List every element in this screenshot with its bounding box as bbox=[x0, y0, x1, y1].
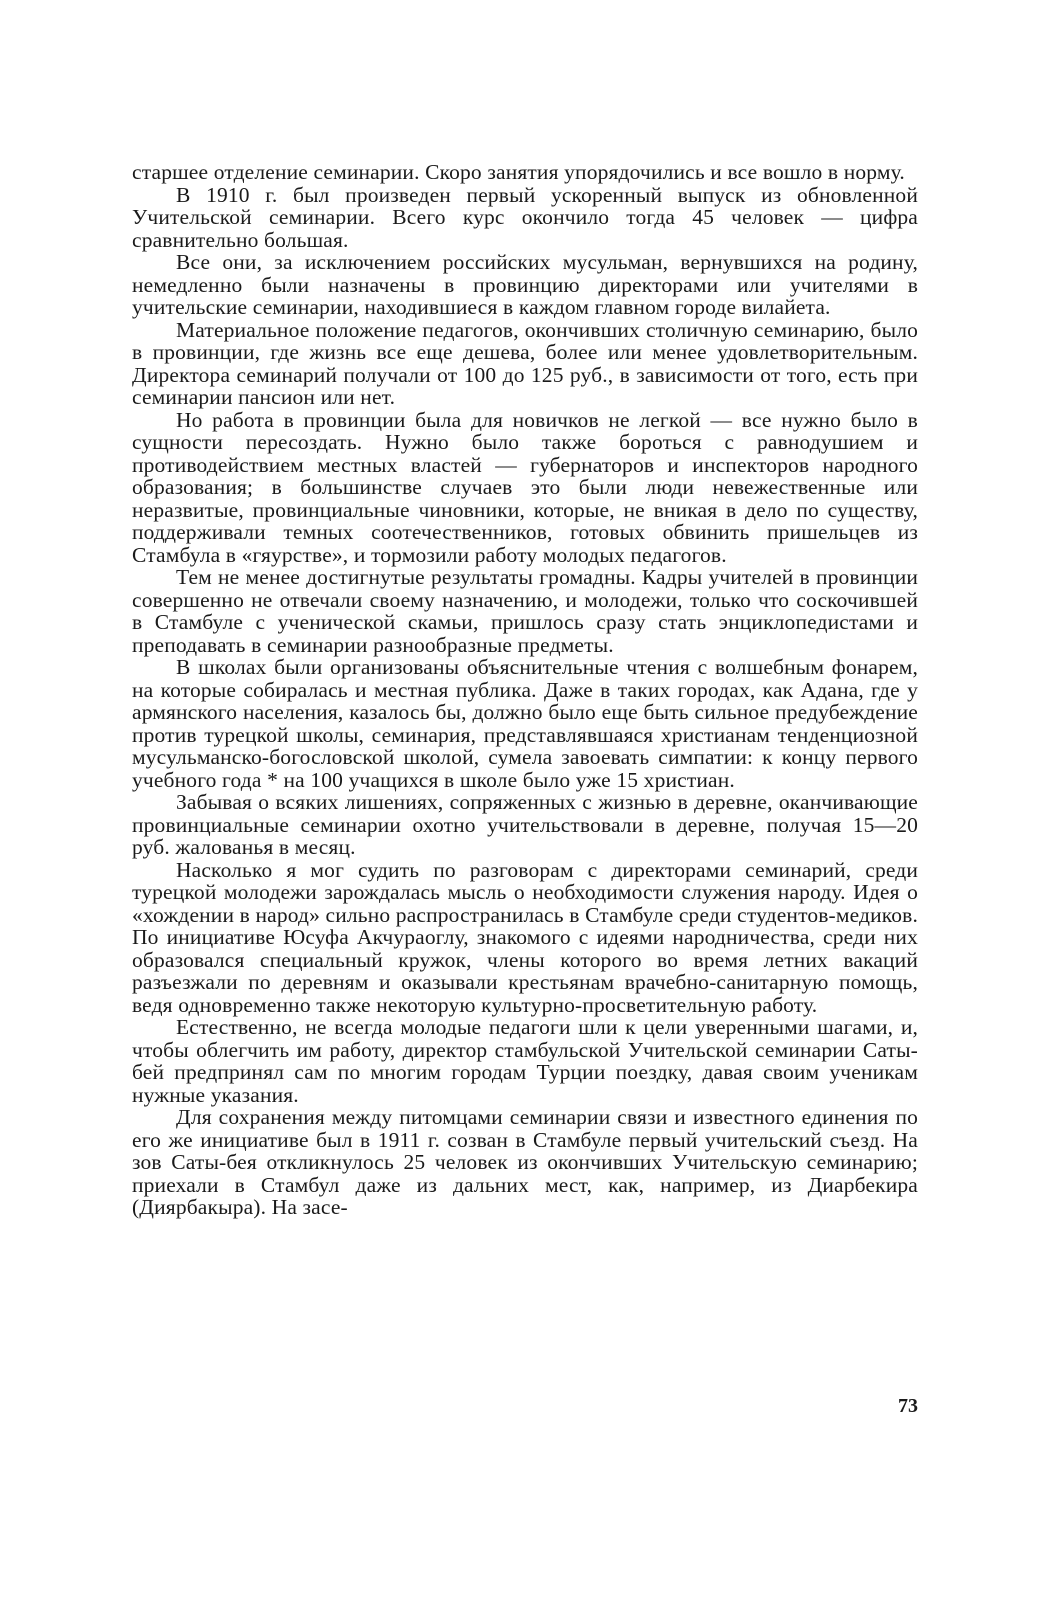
paragraph: старшее отделение семинарии. Скоро занятия упорядочились и все вошло в норму. bbox=[132, 160, 905, 184]
paragraph: Но работа в провинции была для новичков не легкой — все нужно было в сущности пересоздать. Нужно было также бороться с равнодушием и противодействием местных властей — губернаторов и инспекторов народного образования; в большинстве случаев это были люди невежественные или неразвитые, провинциальные чиновники, которые, не вникая в дело по существу, поддерживали темных соотечественников, готовых обвинить пришельцев из Стамбула в «гяурстве», и тормозили работу молодых педагогов. bbox=[132, 407, 918, 567]
paragraph: Естественно, не всегда молодые педагоги шли к цели уверенными шагами, и, чтобы облегчить им работу, директор стамбульской Учительской семинарии Саты-бей предпринял сам по многим городам Турции поездку, давая своим ученикам нужные указания. bbox=[132, 1015, 918, 1107]
paragraph: Тем не менее достигнутые результаты громадны. Кадры учителей в провинции совершенно не отвечали своему назначению, и молодежи, только что соскочившей в Стамбуле с ученической скамьи, пришлось сразу стать энциклопедистами и преподавать в семинарии разнообразные предметы. bbox=[132, 565, 918, 657]
page-text-block bbox=[132, 161, 918, 1219]
paragraph: Забывая о всяких лишениях, сопряженных с жизнью в деревне, оканчивающие провинциальные семинарии охотно учительствовали в деревне, получая 15—20 руб. жалованья в месяц. bbox=[132, 790, 918, 859]
paragraph: Материальное положение педагогов, окончивших столичную семинарию, было в провинции, где жизнь все еще дешева, более или менее удовлетворительным. Директора семинарий получали от 100 до 125 руб., в зависимости от того, есть при семинарии пансион или нет. bbox=[132, 317, 918, 409]
paragraph: В 1910 г. был произведен первый ускоренный выпуск из обновленной Учительской семинарии. Всего курс окончило тогда 45 человек — цифра сравнительно большая. bbox=[132, 182, 918, 252]
paragraph: Все они, за исключением российских мусульман, вернувшихся на родину, немедленно были назначены в провинцию директорами или учителями в учительские семинарии, находившиеся в каждом главном городе вилайета. bbox=[132, 250, 918, 319]
paragraph: Для сохранения между питомцами семинарии связи и известного единения по его же инициативе был в 1911 г. созван в Стамбуле первый учительский съезд. На зов Саты-бея откликнулось 25 человек из окончивших Учительскую семинарию; приехали в Стамбул даже из дальних мест, как, например, из Диарбекира (Диярбакыра). На засе- bbox=[132, 1105, 918, 1219]
paragraph: Насколько я мог судить по разговорам с директорами семинарий, среди турецкой молодежи зарождалась мысль о необходимости служения народу. Идея о «хождении в народ» сильно распространилась в Стамбуле среди студентов-медиков. По инициативе Юсуфа Акчураоглу, знакомого с идеями народничества, среди них образовался специальный кружок, члены которого во время летних вакаций разъезжали по деревням и оказывали крестьянам врачебно-санитарную помощь, ведя одновременно также некоторую культурно-просветительную работу. bbox=[132, 857, 918, 1017]
paragraph: В школах были организованы объяснительные чтения с волшебным фонарем, на которые собиралась и местная публика. Даже в таких городах, как Адана, где у армянского населения, казалось бы, должно было еще быть сильное предубеждение против турецкой школы, семинария, представлявшаяся христианам тенденциозной мусульманско-богословской школой, сумела завоевать симпатии: к концу первого учебного года * на 100 учащихся в школе было уже 15 христиан. bbox=[132, 655, 918, 792]
page-number: 73 bbox=[898, 1395, 918, 1417]
